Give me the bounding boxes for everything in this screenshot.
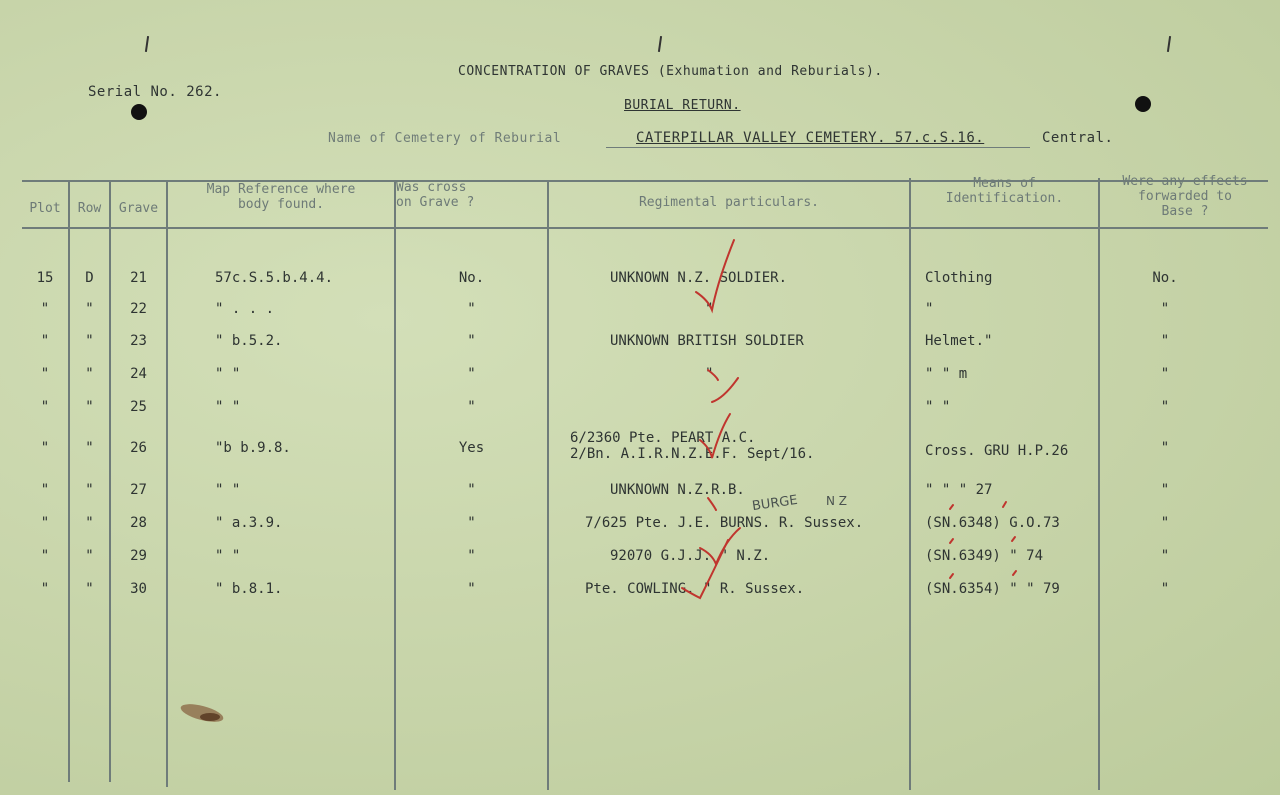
cell-mapref: 57c.S.5.b.4.4. — [215, 270, 334, 286]
cell-cross: " — [467, 366, 476, 382]
cell-row: " — [85, 301, 94, 317]
handwritten-annotation: BURGE — [751, 492, 799, 515]
header-means: Means of Identification. — [945, 176, 1064, 206]
cell-reg1: UNKNOWN BRITISH SOLDIER — [610, 333, 804, 349]
cell-means: (SN.6349) " 74 — [925, 548, 1044, 564]
cell-cross: " — [467, 399, 476, 415]
header-map-reference: Map Reference where body found. — [206, 182, 356, 212]
cell-cross: " — [467, 548, 476, 564]
cell-effects: " — [1160, 515, 1170, 531]
handwritten-annotation: N Z — [826, 494, 848, 508]
cell-effects: " — [1160, 548, 1170, 564]
cell-reg1: " — [705, 301, 714, 317]
cell-row: " — [85, 440, 94, 456]
document-title: CONCENTRATION OF GRAVES (Exhumation and Reburials). — [458, 64, 883, 79]
cell-grave: 30 — [130, 581, 147, 597]
cell-mapref: " " — [215, 482, 241, 498]
cell-plot: " — [40, 515, 50, 531]
cell-row: D — [85, 270, 94, 286]
cell-effects: " — [1160, 366, 1170, 382]
cell-reg1: 7/625 Pte. J.E. BURNS. R. Sussex. — [585, 515, 864, 531]
cell-cross: No. — [458, 270, 485, 286]
cemetery-label: Name of Cemetery of Reburial — [328, 131, 562, 146]
cell-grave: 24 — [130, 366, 147, 382]
cell-row: " — [85, 581, 94, 597]
cell-plot: " — [40, 581, 50, 597]
cell-plot: " — [40, 548, 50, 564]
cell-grave: 26 — [130, 440, 147, 456]
cell-plot: " — [40, 482, 50, 498]
cell-plot: 15 — [36, 270, 54, 286]
cell-cross: " — [467, 581, 476, 597]
cell-mapref: " b.8.1. — [215, 581, 283, 597]
cell-effects: No. — [1152, 270, 1178, 286]
cell-plot: " — [40, 440, 50, 456]
cell-grave: 27 — [130, 482, 147, 498]
cell-means: " — [925, 301, 934, 317]
cell-means: " " — [925, 399, 951, 415]
cell-grave: 29 — [130, 548, 147, 564]
cell-means: Clothing — [925, 270, 993, 286]
cell-plot: " — [40, 366, 50, 382]
cell-means: Helmet." — [925, 333, 993, 349]
header-cross: Was cross on Grave ? — [396, 180, 475, 210]
cell-effects: " — [1160, 333, 1170, 349]
cell-reg2: 2/Bn. A.I.R.N.Z.E.F. Sept/16. — [570, 446, 815, 462]
cell-reg1: UNKNOWN N.Z.R.B. — [610, 482, 745, 498]
cell-reg1: UNKNOWN N.Z. SOLDIER. — [610, 270, 788, 286]
cell-grave: 23 — [130, 333, 147, 349]
cell-means: (SN.6354) " " 79 — [925, 581, 1060, 597]
cell-reg1: " — [705, 366, 714, 382]
serial-number: Serial No. 262. — [88, 84, 222, 100]
cell-means: " " m — [925, 366, 968, 382]
cell-cross: Yes — [458, 440, 485, 456]
cemetery-suffix: Central. — [1042, 130, 1114, 146]
cell-means: " " " 27 — [925, 482, 993, 498]
cell-row: " — [85, 515, 94, 531]
cell-grave: 25 — [130, 399, 147, 415]
cell-plot: " — [40, 301, 50, 317]
cell-means: Cross. GRU H.P.26 — [925, 443, 1069, 459]
cell-reg1: 6/2360 Pte. PEART A.C. — [570, 430, 756, 446]
header-grave: Grave — [118, 201, 159, 216]
cell-grave: 21 — [130, 270, 147, 286]
cell-row: " — [85, 399, 94, 415]
cell-reg1: 92070 G.J.J. " N.Z. — [610, 548, 771, 564]
cell-row: " — [85, 333, 94, 349]
cell-mapref: " . . . — [215, 301, 275, 317]
header-regimental: Regimental particulars. — [638, 195, 819, 210]
cell-mapref: " a.3.9. — [215, 515, 283, 531]
cell-effects: " — [1160, 581, 1170, 597]
cell-plot: " — [40, 399, 50, 415]
cell-effects: " — [1160, 399, 1170, 415]
cell-reg1: Pte. COWLING. " R. Sussex. — [585, 581, 805, 597]
cell-effects: " — [1160, 482, 1170, 498]
cell-cross: " — [467, 482, 476, 498]
cell-row: " — [85, 482, 94, 498]
cell-mapref: " " — [215, 366, 241, 382]
document-subtitle: BURIAL RETURN. — [624, 98, 741, 113]
cell-row: " — [85, 548, 94, 564]
cell-means: (SN.6348) G.O.73 — [925, 515, 1060, 531]
cell-mapref: " " — [215, 399, 241, 415]
cell-effects: " — [1160, 301, 1170, 317]
cell-grave: 28 — [130, 515, 147, 531]
header-row: Row — [77, 201, 102, 216]
header-plot: Plot — [29, 201, 61, 216]
cemetery-name: CATERPILLAR VALLEY CEMETERY. 57.c.S.16. — [636, 130, 985, 146]
cell-mapref: " b.5.2. — [215, 333, 283, 349]
cell-mapref: "b b.9.8. — [215, 440, 291, 456]
cell-effects: " — [1160, 440, 1170, 456]
cell-cross: " — [467, 333, 476, 349]
cell-grave: 22 — [130, 301, 147, 317]
cell-plot: " — [40, 333, 50, 349]
cell-row: " — [85, 366, 94, 382]
cell-cross: " — [467, 301, 476, 317]
cell-cross: " — [467, 515, 476, 531]
header-effects: Were any effects forwarded to Base ? — [1122, 174, 1248, 219]
cell-mapref: " " — [215, 548, 241, 564]
